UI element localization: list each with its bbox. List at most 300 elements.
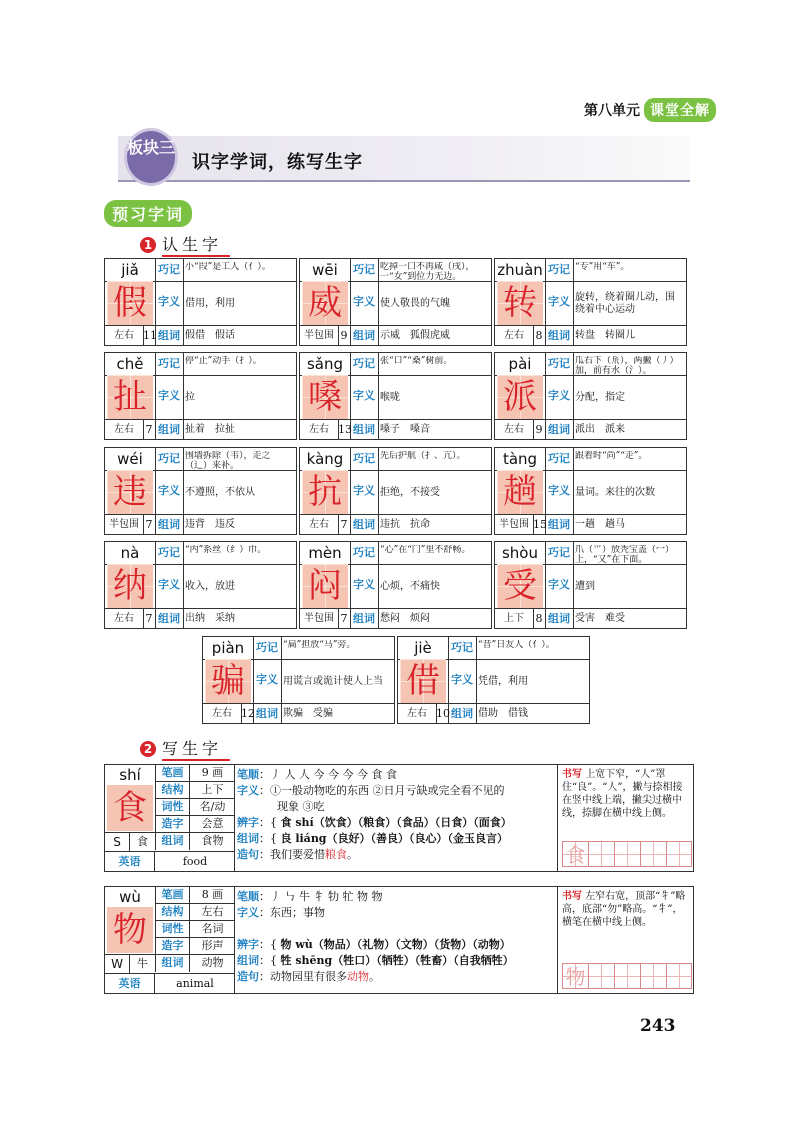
meaning: 分配，指定 (575, 392, 625, 403)
meaning: 量词。来往的次数 (575, 487, 655, 498)
tip-label: 巧记 (451, 641, 473, 654)
tip-label: 巧记 (353, 263, 375, 276)
tip-label: 巧记 (353, 357, 375, 370)
stroke-count: 7 (145, 612, 153, 625)
meaning-label: 字义 (158, 578, 180, 591)
meaning-label: 字义 (548, 389, 570, 402)
meaning-label: 字义 (451, 673, 473, 686)
discern-line: 辨字：{ 食 shí（饮食）（粮食）（食品）（日食）（面食） (237, 816, 512, 829)
words-label: 组词 (158, 518, 180, 531)
word-value: 动物 (201, 956, 224, 969)
stroke-count: 10 (436, 707, 450, 720)
stroke-count: 9 (535, 423, 543, 436)
practice-cell[interactable] (666, 841, 692, 867)
structure: 半包围 (304, 330, 334, 341)
words-line: 组词：{ 牲 shēng（牲口）（牺牲）（牲畜）（自我牺牲） (237, 954, 514, 967)
divider (476, 637, 477, 723)
divider (105, 419, 296, 420)
stroke-count: 7 (340, 612, 348, 625)
memory-tip: 先后护航（扌、亢）。 (380, 451, 466, 461)
order-label: 笔顺 (237, 890, 259, 903)
tip-label: 巧记 (548, 263, 570, 276)
pinyin: shí (119, 766, 141, 784)
part-of-speech-label: 词性 (156, 921, 190, 937)
sentence-highlight: 粮食 (325, 848, 347, 861)
meaning: 拉 (185, 392, 195, 403)
discern-label: 辨字 (237, 816, 259, 829)
radical: 食 (137, 835, 148, 848)
part-of-speech-value: 名词 (201, 922, 224, 935)
divider (495, 419, 686, 420)
char-card (494, 258, 687, 346)
practice-cell[interactable] (640, 841, 666, 867)
pinyin: wéi (117, 450, 143, 468)
stroke-count: 7 (145, 423, 153, 436)
practice-grid[interactable] (562, 841, 692, 867)
discern-2: 良 liáng（良好）（善良）（良心）（金玉良言） (280, 832, 509, 845)
divider (300, 514, 491, 515)
character: 抗 (302, 470, 348, 514)
structure-label: 结构 (156, 904, 190, 920)
memory-tip: 吃掉一口不再咸（戌），一“女”到位力无边。 (380, 262, 475, 282)
meaning: 不遵照，不依从 (185, 487, 255, 498)
memory-tip: “心”在“门”里不舒畅。 (380, 545, 471, 555)
divider (183, 448, 184, 534)
pinyin: jiǎ (121, 261, 139, 279)
words-label: 组词 (548, 612, 570, 625)
divider (573, 259, 574, 345)
divider (183, 259, 184, 345)
sentence-label: 造句 (237, 970, 259, 983)
divider (281, 637, 282, 723)
words-label: 组词 (548, 329, 570, 342)
word-label: 组词 (156, 955, 190, 972)
structure: 半包围 (109, 519, 139, 530)
writing-tip (558, 765, 693, 823)
formation-value: 形声 (201, 939, 224, 952)
char-card (397, 636, 590, 724)
character: 闷 (302, 564, 348, 608)
pinyin: kàng (306, 450, 344, 468)
memory-tip: 爪（爫）放秃宝盖（冖）上，“又”在下面。 (575, 545, 675, 565)
index-letter: S (105, 833, 130, 851)
character: 食 (107, 785, 153, 831)
words: 愁闷 烦闷 (380, 613, 430, 624)
words: 嗓子 嗓音 (380, 424, 430, 435)
divider (495, 608, 686, 609)
structure: 左右 (504, 330, 524, 341)
meaning: 凭借，利用 (478, 676, 528, 687)
meaning-label: 字义 (158, 484, 180, 497)
discern-1: 食 shí（饮食）（粮食）（食品）（日食）（面食） (280, 816, 512, 829)
discern-label: 辨字 (237, 938, 259, 951)
char-card (299, 541, 492, 629)
divider (300, 608, 491, 609)
practice-cell[interactable] (588, 963, 614, 989)
page-number: 243 (640, 1016, 676, 1036)
char-card (494, 447, 687, 535)
meaning-label: 字义 (353, 484, 375, 497)
word-value: 食物 (201, 834, 224, 847)
char-card (299, 447, 492, 535)
divider (183, 542, 184, 628)
meaning-line-2 (237, 921, 557, 937)
tip-label: 巧记 (158, 357, 180, 370)
pinyin: zhuàn (497, 261, 543, 279)
practice-cell-demo: 物 (562, 963, 588, 989)
stroke-order: 丿 人 人 今 今 今 今 食 食 (270, 768, 397, 781)
stroke-order-line: 笔顺：丿 人 人 今 今 今 今 食 食 (237, 768, 397, 781)
english-label: 英语 (105, 974, 155, 993)
tip-label: 巧记 (256, 641, 278, 654)
radical: 牛 (137, 957, 148, 970)
structure-value: 上下 (201, 783, 224, 796)
pinyin: chě (116, 355, 144, 373)
stroke-count: 13 (338, 423, 352, 436)
formation-label: 造字 (156, 816, 190, 832)
writing-guide (557, 887, 693, 993)
memory-tip: 围墙拆除（韦），走之（辶）来补。 (185, 451, 271, 471)
char-card (299, 258, 492, 346)
formation-row (155, 816, 235, 833)
character: 物 (107, 907, 153, 953)
stroke-count: 9 (340, 329, 348, 342)
practice-cell[interactable] (666, 963, 692, 989)
pinyin: nà (120, 544, 140, 562)
stroke-order: 丿 ㇉ 牛 牜 牞 牤 物 物 (270, 890, 383, 903)
meaning: 拒绝，不接受 (380, 487, 440, 498)
divider (378, 353, 379, 439)
divider (378, 448, 379, 534)
char-info (105, 765, 235, 871)
stroke-count-row (155, 765, 235, 782)
stroke-count: 12 (241, 707, 255, 720)
divider (183, 353, 184, 439)
meaning: 心烦，不痛快 (380, 581, 440, 592)
structure: 左右 (114, 613, 134, 624)
practice-cell-demo: 食 (562, 841, 588, 867)
english-row (105, 851, 235, 871)
stroke-count-label: 笔画 (156, 765, 190, 781)
part-of-speech-row (155, 921, 235, 938)
unit-number: 第八单元 (584, 103, 640, 119)
practice-cell[interactable] (588, 841, 614, 867)
structure: 左右 (504, 424, 524, 435)
meaning-label: 字义 (158, 295, 180, 308)
formation-value: 会意 (201, 817, 224, 830)
meaning-label: 字义 (256, 673, 278, 686)
stroke-count: 8 (535, 329, 543, 342)
formation-row (155, 938, 235, 955)
char-card (494, 541, 687, 629)
meaning-1: 东西；事物 (270, 906, 325, 919)
meaning-label: 字义 (158, 389, 180, 402)
word-row (155, 955, 235, 972)
divider (105, 514, 296, 515)
stroke-count-value: 9 画 (201, 766, 224, 779)
practice-cell[interactable] (640, 963, 666, 989)
words: 转盘 转圈儿 (575, 330, 635, 341)
divider (573, 542, 574, 628)
structure: 半包围 (499, 519, 529, 530)
write-title: 写生字 (162, 736, 230, 761)
words-label: 组词 (353, 423, 375, 436)
meaning: 用谎言或诡计使人上当 (283, 676, 383, 687)
structure-row (155, 904, 235, 921)
tip-label: 巧记 (353, 452, 375, 465)
pinyin: wēi (312, 261, 338, 279)
words-label: 组词 (237, 954, 259, 967)
char-details (237, 889, 557, 985)
section-badge: 板块三 (124, 128, 178, 186)
char-card (494, 352, 687, 440)
meaning-line: 字义：①一般动物吃的东西 ②日月亏缺或完全看不见的 (237, 784, 505, 797)
order-label: 笔顺 (237, 768, 259, 781)
sentence-label: 造句 (237, 848, 259, 861)
english-value: food (182, 855, 208, 868)
words: 违抗 抗命 (380, 519, 430, 530)
memory-tip: “专”用“车”。 (575, 262, 630, 272)
write-block (104, 764, 694, 872)
recognize-heading (140, 232, 230, 257)
words: 扯着 拉扯 (185, 424, 235, 435)
words: 借助 借钱 (478, 708, 528, 719)
formation-label: 造字 (156, 938, 190, 954)
english-label: 英语 (105, 852, 155, 871)
practice-cell[interactable] (614, 841, 640, 867)
memory-tip: 跟着时“尚”“走”。 (575, 451, 648, 461)
meaning: 使人敬畏的气魄 (380, 298, 450, 309)
meaning-label: 字义 (237, 906, 259, 919)
words: 示威 狐假虎威 (380, 330, 450, 341)
sentence-post: 。 (369, 970, 380, 983)
stroke-count: 7 (145, 518, 153, 531)
meaning-label: 字义 (548, 484, 570, 497)
write-heading (140, 736, 230, 761)
character: 受 (497, 564, 543, 608)
words-line: 组词：{ 良 liáng（良好）（善良）（良心）（金玉良言） (237, 832, 509, 845)
writing-label: 书写 (562, 891, 582, 902)
sentence-line: 造句：动物园里有很多动物。 (237, 970, 380, 983)
words-label: 组词 (353, 518, 375, 531)
practice-cell[interactable] (614, 963, 640, 989)
memory-tip: “内”系丝（纟）巾。 (185, 545, 267, 555)
structure: 左右 (309, 519, 329, 530)
stroke-count: 15 (533, 518, 547, 531)
part-of-speech-row (155, 799, 235, 816)
words: 出纳 采纳 (185, 613, 235, 624)
discern-1: 物 wù（物品）（礼物）（文物）（货物）（动物） (280, 938, 511, 951)
meaning: 喉咙 (380, 392, 400, 403)
english-row (105, 973, 235, 993)
character: 派 (497, 375, 543, 419)
tip-label: 巧记 (548, 546, 570, 559)
divider (203, 703, 394, 704)
char-info (105, 887, 235, 993)
sentence-pre: 动物园里有很多 (270, 970, 347, 983)
pinyin: tàng (502, 450, 538, 468)
char-card (299, 352, 492, 440)
words: 违背 违反 (185, 519, 235, 530)
memory-tip: 停“止”动手（扌）。 (185, 356, 262, 366)
divider (300, 325, 491, 326)
meaning-label: 字义 (237, 784, 259, 797)
writing-guide (557, 765, 693, 871)
words-label: 组词 (353, 329, 375, 342)
words-label: 组词 (158, 612, 180, 625)
pinyin: jiè (414, 639, 432, 657)
structure: 左右 (114, 330, 134, 341)
structure: 半包围 (304, 613, 334, 624)
memory-tip: 小“叚”是工人（亻）。 (185, 262, 271, 272)
char-card (104, 541, 297, 629)
pinyin: mèn (308, 544, 342, 562)
tip-label: 巧记 (158, 452, 180, 465)
meaning: 借用，利用 (185, 298, 235, 309)
english-value: animal (176, 977, 214, 990)
divider (105, 608, 296, 609)
divider (495, 325, 686, 326)
meaning-label: 字义 (353, 389, 375, 402)
stroke-order-line: 笔顺：丿 ㇉ 牛 牜 牞 牤 物 物 (237, 890, 383, 903)
sentence-post: 。 (347, 848, 358, 861)
writing-tip-text: 上宽下窄，“人”罩住“良”。“人”，撇与捺相接在竖中线上端，撇尖过横中线，捺脚在横中线上侧。 (562, 769, 683, 819)
structure: 左右 (407, 708, 427, 719)
structure: 左右 (212, 708, 232, 719)
words-label: 组词 (237, 832, 259, 845)
memory-tip: “昔”日友人（亻）。 (478, 640, 555, 650)
divider (300, 419, 491, 420)
character: 转 (497, 281, 543, 325)
recognize-number: 1 (140, 237, 156, 253)
character: 违 (107, 470, 153, 514)
pinyin: piàn (211, 639, 245, 657)
meaning-label: 字义 (353, 295, 375, 308)
discern-2: 牲 shēng（牲口）（牺牲）（牲畜）（自我牺牲） (280, 954, 514, 967)
words: 假借 假话 (185, 330, 235, 341)
structure-value: 左右 (201, 905, 224, 918)
writing-label: 书写 (562, 769, 582, 780)
char-card (104, 447, 297, 535)
character: 趟 (497, 470, 543, 514)
structure-label: 结构 (156, 782, 190, 798)
words-label: 组词 (158, 329, 180, 342)
character: 假 (107, 281, 153, 325)
sentence-pre: 我们要爱惜 (270, 848, 325, 861)
pinyin: shòu (501, 544, 538, 562)
writing-tip (558, 887, 693, 932)
meaning-line-2 (237, 799, 557, 815)
stroke-count: 8 (535, 612, 543, 625)
discern-line: 辨字：{ 物 wù（物品）（礼物）（文物）（货物）（动物） (237, 938, 511, 951)
divider (573, 353, 574, 439)
meaning-label: 字义 (548, 295, 570, 308)
structure: 上下 (504, 613, 524, 624)
word-row (155, 833, 235, 850)
pinyin: wù (119, 888, 141, 906)
char-card (104, 258, 297, 346)
memory-tip: “扁”担放“马”旁。 (283, 640, 356, 650)
meaning-label: 字义 (353, 578, 375, 591)
words-label: 组词 (158, 423, 180, 436)
char-card (202, 636, 395, 724)
structure-row (155, 782, 235, 799)
character: 纳 (107, 564, 153, 608)
divider (398, 703, 589, 704)
words: 派出 派来 (575, 424, 625, 435)
stroke-count-value: 8 画 (201, 888, 224, 901)
memory-tip: 张“口”“桑”树前。 (380, 356, 453, 366)
meaning-label: 字义 (548, 578, 570, 591)
meaning: 旋转，绕着圈儿动，围绕着中心运动 (575, 292, 675, 315)
words: 欺骗 受骗 (283, 708, 333, 719)
words: 受害 难受 (575, 613, 625, 624)
words: 一趟 趟马 (575, 519, 625, 530)
memory-tip: 瓜右下（𠂢），两撇（丿）加，前有水（氵）。 (575, 356, 679, 376)
meaning-2: 现象 ③吃 (277, 800, 325, 813)
sentence-highlight: 动物 (347, 970, 369, 983)
stroke-count-label: 笔画 (156, 887, 190, 903)
meaning-line: 字义：东西；事物 (237, 906, 325, 919)
unit-header (584, 98, 716, 122)
char-card (104, 352, 297, 440)
tip-label: 巧记 (548, 357, 570, 370)
divider (573, 448, 574, 534)
divider (378, 259, 379, 345)
pinyin: sǎng (306, 355, 344, 373)
character: 借 (400, 659, 446, 703)
meaning: 遭到 (575, 581, 595, 592)
write-number: 2 (140, 741, 156, 757)
stroke-count-row (155, 887, 235, 904)
tip-label: 巧记 (548, 452, 570, 465)
character: 骗 (205, 659, 251, 703)
words-label: 组词 (548, 518, 570, 531)
divider (495, 514, 686, 515)
part-of-speech-label: 词性 (156, 799, 190, 815)
character: 威 (302, 281, 348, 325)
writing-tip-text: 左窄右宽，顶部“牜”略高，底部“勿”略高。“牜”，横笔在横中线上侧。 (562, 891, 686, 928)
meaning-1: ①一般动物吃的东西 ②日月亏缺或完全看不见的 (270, 784, 505, 797)
section-title: 识字学词，练写生字 (192, 152, 363, 173)
character: 扯 (107, 375, 153, 419)
tip-label: 巧记 (158, 546, 180, 559)
write-block (104, 886, 694, 994)
pinyin: pài (508, 355, 532, 373)
divider (105, 325, 296, 326)
meaning: 收入，放进 (185, 581, 235, 592)
recognize-title: 认生字 (162, 232, 230, 257)
index-letter: W (105, 955, 130, 973)
structure: 左右 (114, 424, 134, 435)
unit-tag: 课堂全解 (644, 98, 716, 122)
sentence-line: 造句：我们要爱惜粮食。 (237, 848, 358, 861)
structure: 左右 (309, 424, 329, 435)
practice-grid[interactable] (562, 963, 692, 989)
stroke-count: 11 (143, 329, 157, 342)
preview-tag: 预习字词 (104, 200, 192, 227)
character: 嗓 (302, 375, 348, 419)
words-label: 组词 (451, 707, 473, 720)
divider (378, 542, 379, 628)
word-label: 组词 (156, 833, 190, 850)
tip-label: 巧记 (353, 546, 375, 559)
char-details (237, 767, 557, 863)
tip-label: 巧记 (158, 263, 180, 276)
stroke-count: 7 (340, 518, 348, 531)
words-label: 组词 (548, 423, 570, 436)
words-label: 组词 (353, 612, 375, 625)
